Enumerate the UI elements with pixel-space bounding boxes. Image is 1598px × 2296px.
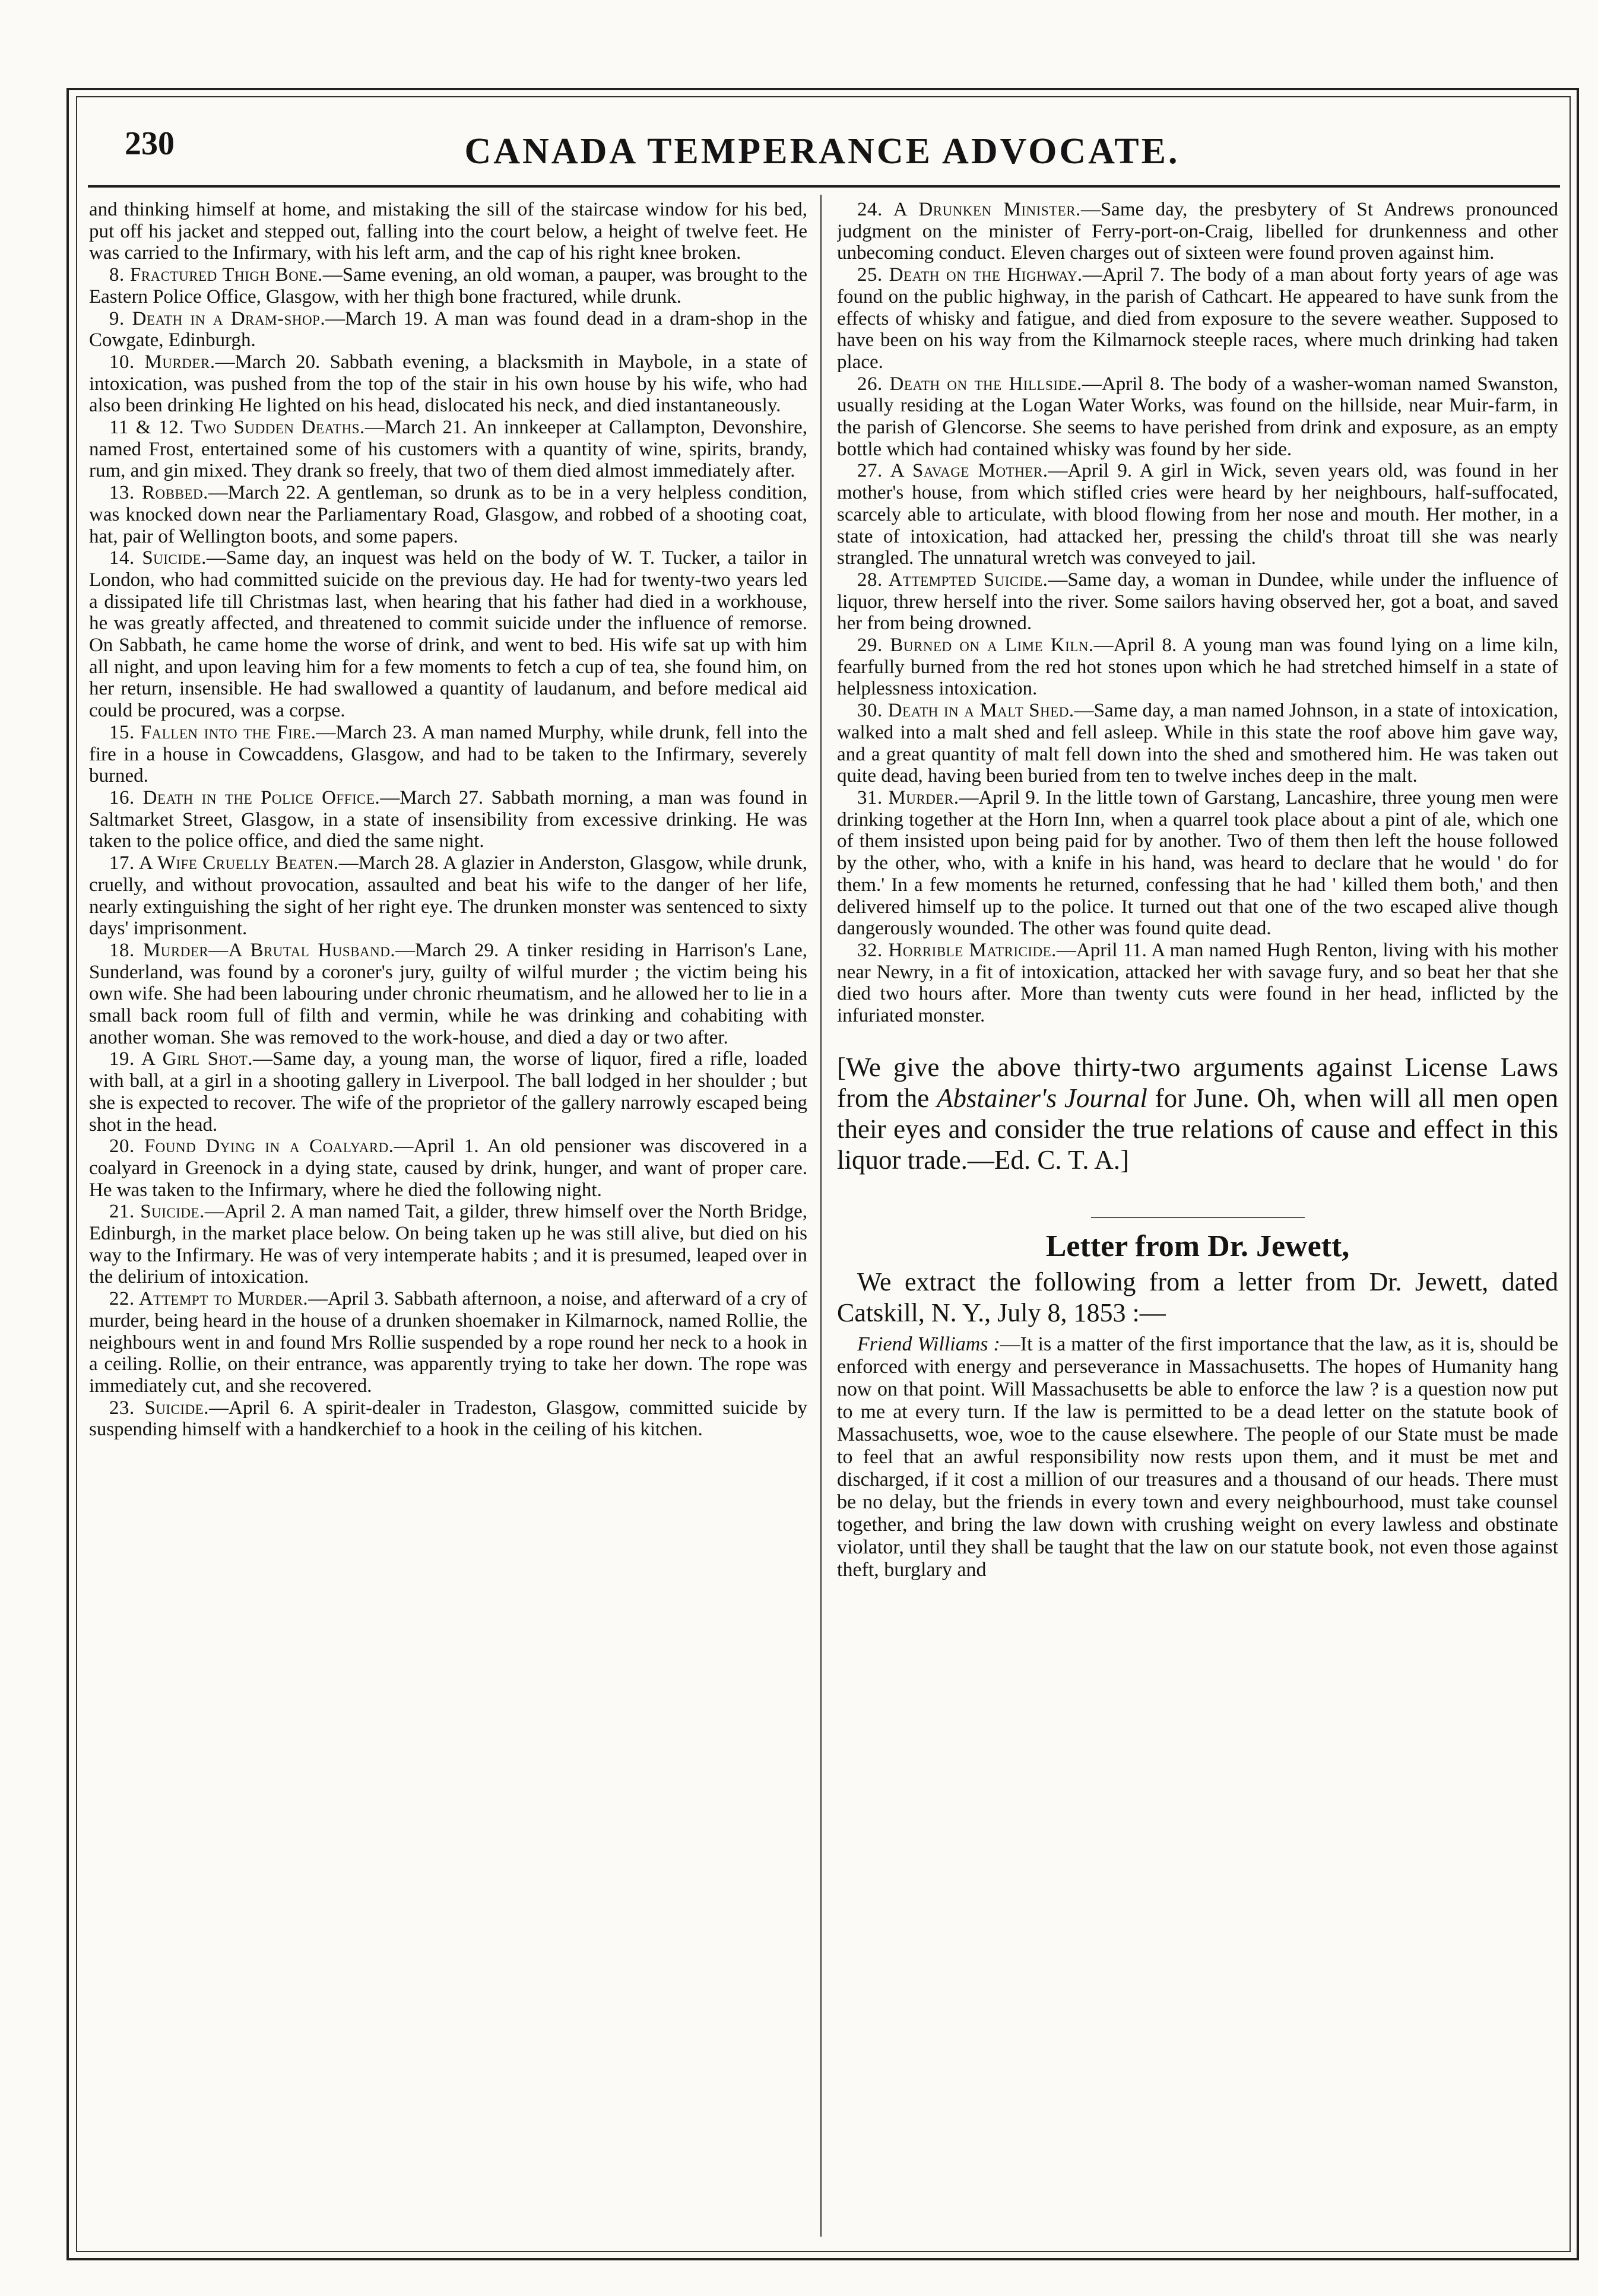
article-paragraph: 32. Horrible Matricide.—April 11. A man named Hugh Renton, living with his mother near Newry, in a fit of intoxication, attacked her with savage fury, and so beat her that she died two hours after. More than twenty cuts were found in her head, inflicted by the infuriated monster.: [837, 939, 1558, 1027]
article-paragraph: 18. Murder—A Brutal Husband.—March 29. A tinker residing in Harrison's Lane, Sunderland, was found by a coroner's jury, guilty of wilful murder ; the victim being his own wife. She had been labouring under chronic rheumatism, and he allowed her to lie in a small back room full of filth and vermin, while he was drinking and cohabiting with another woman. She was removed to the work-house, and died a day or two after.: [89, 939, 807, 1048]
article-paragraph: 14. Suicide.—Same day, an inquest was held on the body of W. T. Tucker, a tailor in London, who had committed suicide on the previous day. He had for twenty-two years led a dissipated life till Christmas last, when hearing that his father had died in a workhouse, he was greatly affected, and threatened to commit suicide under the influence of remorse. On Sabbath, he came home the worse of drink, and went to bed. His wife sat up with him all night, and upon leaving him for a few moments to fetch a cup of tea, she found him, on her return, insensible. He had swallowed a quantity of laudanum, and before medical aid could be procured, was a corpse.: [89, 547, 807, 722]
item-heading: 15. Fallen into the Fire.: [109, 721, 316, 743]
item-heading: 11 & 12. Two Sudden Deaths.: [109, 417, 365, 439]
item-heading: 26. Death on the Hillside.: [857, 373, 1082, 395]
article-paragraph: 16. Death in the Police Office.—March 27. Sabbath morning, a man was found in Saltmarket Street, Glasgow, in a state of insensibility from excessive drinking. He was taken to the police office, and died the same night.: [89, 787, 807, 852]
letter-title: Letter from Dr. Jewett,: [1045, 1229, 1350, 1263]
article-paragraph: 19. A Girl Shot.—Same day, a young man, the worse of liquor, fired a rifle, loaded with ball, at a girl in a shooting gallery in Liverpool. The ball lodged in her shoulder ; but she is expected to recover. The wife of the proprietor of the gallery narrowly escaped being shot in the head.: [89, 1048, 807, 1136]
page-number: 230: [125, 125, 175, 162]
item-heading: 10. Murder.: [109, 351, 215, 373]
article-paragraph: 21. Suicide.—April 2. A man named Tait, a gilder, threw himself over the North Bridge, Edinburgh, in the market place below. On being taken up he was still alive, but died on his way to the Infirmary. He was of very intemperate habits ; and it is presumed, leaped over in the delirium of intoxication.: [89, 1201, 807, 1288]
item-heading: 13. Robbed.: [109, 482, 208, 504]
article-paragraph: 8. Fractured Thigh Bone.—Same evening, an old woman, a pauper, was brought to the Eastern Police Office, Glasgow, with her thigh bone fractured, while drunk.: [89, 264, 807, 307]
editor-note: [We give the above thirty-two arguments against License Laws from the Abstainer's Journal for June. Oh, when will all men open their eyes and consider the true relations of cause and effect in this liquor trade.—Ed. C. T. A.]: [837, 1052, 1558, 1175]
item-heading: 21. Suicide.: [109, 1201, 205, 1223]
item-heading: 14. Suicide.: [109, 547, 207, 569]
article-paragraph: 23. Suicide.—April 6. A spirit-dealer in Tradeston, Glasgow, committed suicide by suspending himself with a handkerchief to a hook in the ceiling of his kitchen.: [89, 1397, 807, 1441]
header-rule: [88, 185, 1560, 188]
article-paragraph: 26. Death on the Hillside.—April 8. The body of a washer-woman named Swanston, usually residing at the Logan Water Works, was found on the hillside, near Muir-farm, in the parish of Glencorse. She seems to have perished from drink and exposure, as an empty bottle which had contained whisky was found by her side.: [837, 373, 1558, 460]
item-heading: 16. Death in the Police Office.: [109, 787, 381, 808]
item-heading: 9. Death in a Dram-shop.: [109, 307, 326, 329]
article-paragraph: 22. Attempt to Murder.—April 3. Sabbath afternoon, a noise, and afterward of a cry of murder, being heard in the house of a drunken shoemaker in Kilmarnock, named Rollie, the neighbours went in and found Mrs Rollie suspended by a rope round her neck to a hook in a ceiling. Rollie, on their entrance, was apparently trying to take her down. The rope was immediately cut, and she recovered.: [89, 1288, 807, 1397]
item-heading: 19. A Girl Shot.: [109, 1048, 253, 1070]
article-paragraph: 17. A Wife Cruelly Beaten.—March 28. A glazier in Anderston, Glasgow, while drunk, cruelly, and without provocation, assaulted and beat his wife to the danger of her life, nearly extinguishing the sight of her right eye. The drunken monster was sentenced to sixty days' imprisonment.: [89, 852, 807, 940]
item-heading: 18. Murder—A Brutal Husband.: [109, 939, 396, 961]
article-paragraph: 13. Robbed.—March 22. A gentleman, so drunk as to be in a very helpless condition, was knocked down near the Parliamentary Road, Glasgow, and robbed of a shooting coat, hat, pair of Wellington boots, and some papers.: [89, 482, 807, 547]
right-column: [837, 199, 1558, 2235]
letter-intro: We extract the following from a letter from Dr. Jewett, dated Catskill, N. Y., July 8, 1853 :—: [837, 1267, 1558, 1328]
article-paragraph: 27. A Savage Mother.—April 9. A girl in Wick, seven years old, was found in her mother's house, from which stifled cries were heard by her neighbours, half-suffocated, scarcely able to articulate, with blood flowing from her nose and mouth. Her mother, in a state of intoxication, had attacked her, pressing the child's throat till she was nearly strangled. The unnatural wretch was conveyed to jail.: [837, 460, 1558, 569]
article-paragraph: 20. Found Dying in a Coalyard.—April 1. An old pensioner was discovered in a coalyard in Greenock in a dying state, caused by drink, hunger, and want of proper care. He was taken to the Infirmary, where he died the following night.: [89, 1136, 807, 1201]
item-heading: 25. Death on the Highway.: [857, 264, 1083, 286]
item-heading: 28. Attempted Suicide.: [857, 569, 1048, 591]
item-heading: 20. Found Dying in a Coalyard.: [109, 1136, 394, 1157]
running-title: CANADA TEMPERANCE ADVOCATE.: [464, 131, 1180, 172]
item-heading: 29. Burned on a Lime Kiln.: [857, 635, 1094, 657]
article-paragraph: 10. Murder.—March 20. Sabbath evening, a blacksmith in Maybole, in a state of intoxication, was pushed from the top of the stair in his own house by his wife, who had also been drinking He lighted on his head, dislocated his neck, and died instantaneously.: [89, 351, 807, 417]
article-paragraph: 11 & 12. Two Sudden Deaths.—March 21. An innkeeper at Callampton, Devonshire, named Frost, entertained some of his customers with a quantity of wine, spirits, brandy, rum, and gin mixed. They drank so freely, that two of them died almost immediately after.: [89, 417, 807, 482]
item-heading: 8. Fractured Thigh Bone.: [109, 264, 323, 286]
item-heading: 22. Attempt to Murder.: [109, 1288, 309, 1310]
article-paragraph: 31. Murder.—April 9. In the little town of Garstang, Lancashire, three young men were drinking together at the Horn Inn, when a quarrel took place about a pint of ale, which one of them insisted upon being paid for by another. Two of them then left the house followed by the other, who, with a knife in his hand, was heard to declare that he would ' do for them.' In a few moments he returned, confessing that he had ' killed them both,' and then delivered himself up to the police. It turned out that one of the two escaped alive though dangerously wounded. The other was found quite dead.: [837, 787, 1558, 940]
left-column: [89, 199, 807, 2235]
letter-greeting: Friend Williams :: [857, 1333, 1000, 1356]
article-paragraph: 15. Fallen into the Fire.—March 23. A man named Murphy, while drunk, fell into the fire in a house in Cowcaddens, Glasgow, and had to be taken to the Infirmary, severely burned.: [89, 721, 807, 787]
item-heading: 31. Murder.: [857, 787, 959, 808]
article-paragraph: 30. Death in a Malt Shed.—Same day, a man named Johnson, in a state of intoxication, walked into a malt shed and fell asleep. While in this state the roof above him gave way, and a great quantity of malt fell down into the shed and smothered him. He was taken out quite dead, having been buried from ten to twelve inches deep in the malt.: [837, 700, 1558, 787]
item-heading: 30. Death in a Malt Shed.: [857, 700, 1074, 722]
item-heading: 24. A Drunken Minister.: [857, 199, 1081, 220]
item-heading: 23. Suicide.: [109, 1397, 209, 1419]
article-paragraph: 24. A Drunken Minister.—Same day, the presbytery of St Andrews pronounced judgment on the minister of Ferry-port-on-Craig, libelled for drunkenness and other unbecoming conduct. Eleven charges out of sixteen were found proven against him.: [837, 199, 1558, 264]
column-divider: [820, 195, 822, 2237]
letter-body: Friend Williams :—It is a matter of the first importance that the law, as it is, should be enforced with energy and perseverance in Massachusetts. The hopes of Humanity hang now on that point. Will Massachusetts be able to enforce the law ? is a question now put to me at every turn. If the law is permitted to be a dead letter on the statute book of Massachusetts, woe, woe to the cause elsewhere. The people of our State must be made to feel that an awful responsibility now rests upon them, and it must be met and discharged, if it cost a million of our treasures and a thousand of our heads. There must be no delay, but the friends in every town and every neighbourhood, must take counsel together, and bring the law down with crushing weight on every lawless and obstinate violator, until they shall be taught that the law on our statute book, not even those against theft, burglary and: [837, 1333, 1558, 1581]
article-paragraph: 25. Death on the Highway.—April 7. The body of a man about forty years of age was found on the public highway, in the parish of Cathcart. He appeared to have sunk from the effects of whisky and fatigue, and died from exposure to the severe weather. Supposed to have been on his way from the Kilmarnock steeple races, where much drinking had taken place.: [837, 264, 1558, 373]
item-heading: 32. Horrible Matricide.: [857, 939, 1057, 961]
page-header: [86, 119, 1558, 184]
article-paragraph: and thinking himself at home, and mistaking the sill of the staircase window for his bed, put off his jacket and stepped out, falling into the court below, a height of twelve feet. He was carried to the Infirmary, with his left arm, and the cap of his right knee broken.: [89, 199, 807, 264]
item-heading: 17. A Wife Cruelly Beaten.: [109, 852, 339, 874]
article-paragraph: 28. Attempted Suicide.—Same day, a woman in Dundee, while under the influence of liquor, threw herself into the river. Some sailors having observed her, got a boat, and saved her from being drowned.: [837, 569, 1558, 635]
article-paragraph: 9. Death in a Dram-shop.—March 19. A man was found dead in a dram-shop in the Cowgate, Edinburgh.: [89, 307, 807, 351]
article-paragraph: 29. Burned on a Lime Kiln.—April 8. A young man was found lying on a lime kiln, fearfully burned from the red hot stones upon which he had stretched himself in a state of helplessness intoxication.: [837, 635, 1558, 700]
item-heading: 27. A Savage Mother.: [857, 460, 1048, 482]
section-rule: [1091, 1217, 1305, 1218]
source-title: Abstainer's Journal: [937, 1083, 1147, 1113]
